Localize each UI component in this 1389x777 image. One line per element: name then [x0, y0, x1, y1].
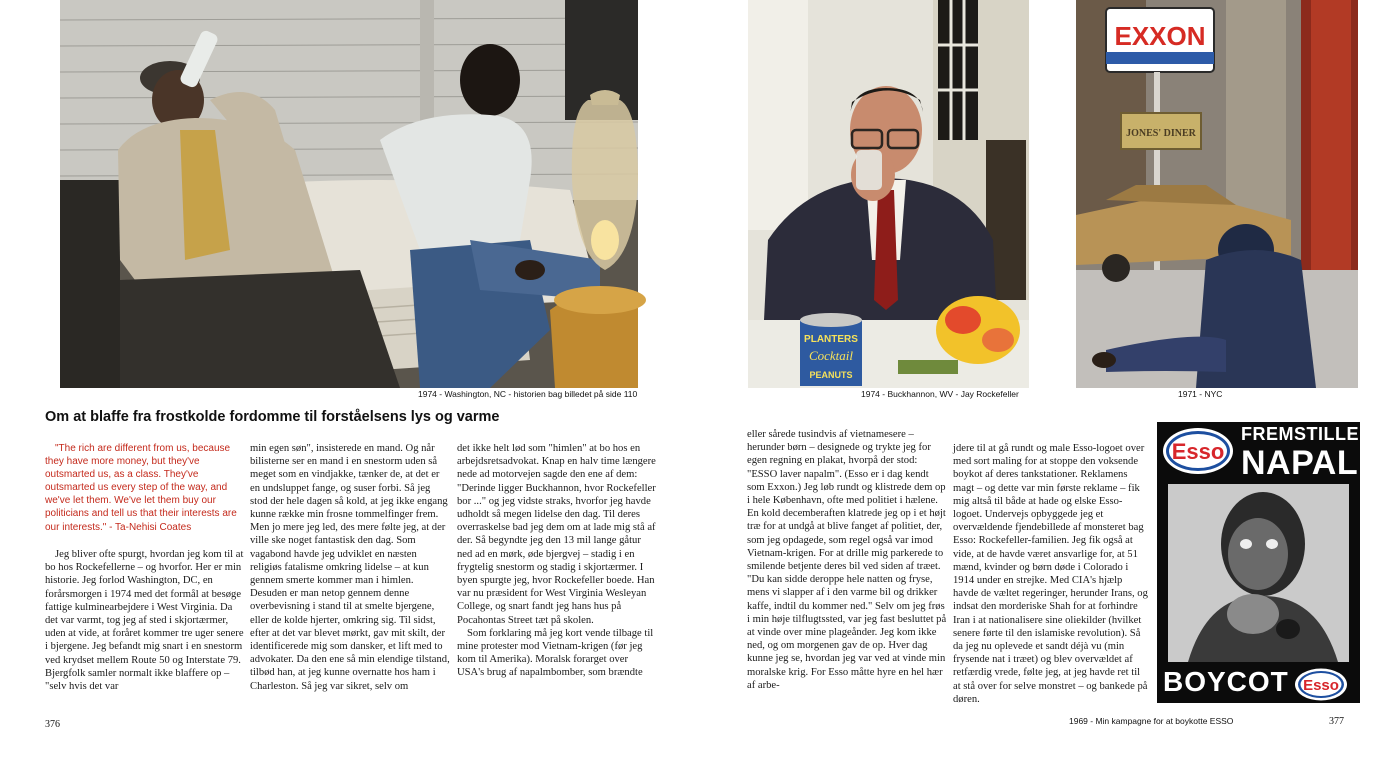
- paragraph: min egen søn", insisterede en mand. Og når bilisterne ser en mand i en snestorm uden så meget som en vindjakke, tænker de, at det er en undsluppet fange, og suser forbi. Så jeg stod der hele dagen så kold, at jeg ikke engang kunne række min frosne tommelfinger frem. Men jo mere jeg led, des mere følte jeg, at der ville ske noget fantastisk den dag. Som vagabond havde jeg udviklet en næsten religiøs fatalisme omkring lidelse – at kun gennem smerte kommer man i himlen. Desuden er man netop gennem denne overbevisning i stand til at smelte bjergene, eller de kolde hjerter, omkring sig. Til sidst, efter at det var blevet mørkt, gav mit skilt, der identificerede mig som dansker, et lift med to advokater. Da den ene så min elendige tilstand, tilbød han, at jeg kunne overnatte hos ham i Charleston. Så jeg var sikret, selv om: [250, 443, 450, 692]
- photo-caption-washington: 1974 - Washington, NC - historien bag billedet på side 110: [418, 389, 638, 399]
- page-number-left: 376: [45, 719, 60, 730]
- poster-line-1: FREMSTILLER: [1241, 424, 1373, 444]
- article-headline: Om at blaffe fra frostkolde fordomme til forståelsens lys og varme: [45, 409, 500, 425]
- photo-rockefeller: [748, 0, 1029, 388]
- esso-logo-bottom: [1294, 668, 1348, 701]
- poster-line-2: NAPALM: [1241, 444, 1387, 482]
- esso-logo-text: Esso: [1171, 439, 1225, 464]
- paragraph: jdere til at gå rundt og male Esso-logoet over med sort maling for at stoppe den voksende boykot af deres tankstationer. Reklamens magt – og dette var min første reklame – fik mig altså til både at hade og elske Esso-logoet. Undervejs opbyggede jeg et overvældende fjendebillede af monsteret bag Esso: Rockefeller-familien. Jeg fik også at vide, at de havde været ansvarlige for, at 51 mænd, kvinder og børn døde i Colorado i 1914 under en strejke. Med CIA's hjælp havde de væltet regeringer, herunder Irans, og indsat den morderiske Shah for at forhindre Iran i at nationalisere sine oliekilder (hvilket senere førte til den islamiske revolution). Så da jeg nu oplevede et sandt déjà vu (min frysende nat i træet) og blev overvældet af retfærdig vrede, følte jeg, at jeg havde ret til at stå over for selve monstret – og bankede på døren.: [953, 443, 1148, 705]
- paragraph: Som forklaring må jeg kort vende tilbage til mine protester mod Vietnam-krigen (før jeg kom til Amerika). Moralsk forarget over USA's brug af napalmbomber, som brændte: [457, 627, 654, 679]
- paragraph: det ikke helt lød som "himlen" at bo hos en arbejdsretsadvokat. Knap en halv time længere nede ad motorvejen sagde den ene af dem: "Derinde ligger Buckhannon, hvor Rockefeller bor ..." og jeg vidste straks, hvorfor jeg havde udholdt så megen lidelse den dag. Til deres overraskelse bad jeg dem om at lade mig stå af der. Så begyndte jeg den 13 mil lange gåtur ned ad en mørk, øde bjergvej – stadig i en frygtelig snestorm og stadig i skjortærmer. I byen spurgte jeg, hvor Rockefeller boede. Han var nu præsident for West Virginia Wesleyan College, og snart fandt jeg hans hus på Pocahontas Street tæt på skolen.: [457, 443, 656, 626]
- esso-logo-text-bottom: Esso: [1303, 677, 1339, 694]
- page-number-right: 377: [1329, 716, 1344, 727]
- paragraph: Jeg bliver ofte spurgt, hvordan jeg kom til at bo hos Rockefellerne – og hvorfor. Her er min historie. Jeg forlod Washington, DC, en forårsmorgen i 1974 med det formål at besøge fattige kulminearbejdere i West Virginia. Da det var varmt, tog jeg af sted i skjortærmer, uden at vide, at foråret kommer tre uger senere i bjergene. Jeg befandt mig snart i en snestorm ved krydset mellem Route 50 og Interstate 79. Bjergfolk samler normalt ikke blaffere op – "selv hvis det var: [45, 549, 244, 693]
- text-column-4: [747, 428, 947, 702]
- pull-quote: "The rich are different from us, because they have more money, but they've outsmarted us, as a class. They've outsmarted us every step of the way, and we've let them. We've let them buy our politicians and tell us that their interests are our interests." - Ta-Nehisi Coates: [45, 443, 237, 533]
- photo-caption-rockefeller: 1974 - Buckhannon, WV - Jay Rockefeller: [861, 389, 1019, 399]
- text-column-5: [953, 442, 1149, 705]
- esso-logo-top: [1161, 426, 1235, 476]
- paragraph: eller sårede tusindvis af vietnamesere – herunder børn – designede og trykte jeg for egen regning en plakat, hvorpå der stod: "ESSO laver napalm". (Esso er i dag kendt som Exxon.) Jeg løb rundt og klistrede dem op i hele København, ofte med politiet i hælene. En kold decemberaften klatrede jeg op i et højt træ for at undgå at blive fanget af politiet, der, som jeg opdagede, som regel også var imod Vietnam-krigen. For at drille mig parkerede to smilende betjente deres bil ved siden af træet. "Du kan sidde deroppe hele natten og fryse, mens vi slapper af i den varme bil og drikker kaffe, indtil du kommer ned." Selv om jeg frøs i min høje tilflugtssted, var jeg fast besluttet på at vinde over mine plageånder. Jeg kom ikke ned, og om morgenen gav de op. Hver dag kunne jeg se, hvordan jeg var ved at vinde min moralske krig. For Esso måtte hyre en hel hær af arbe-: [747, 429, 947, 691]
- poster-line-3: BOYCOT: [1163, 666, 1289, 697]
- photo-washington-nc: [60, 0, 638, 388]
- photo-nyc: [1076, 0, 1358, 388]
- diner-sign-text: JONES' DINER: [1126, 128, 1196, 139]
- text-column-2: [250, 442, 450, 702]
- text-column-3: [457, 442, 657, 702]
- poster-caption: 1969 - Min kampagne for at boykotte ESSO: [1069, 716, 1234, 726]
- photo-caption-nyc: 1971 - NYC: [1178, 389, 1223, 399]
- can-text-2: Cocktail: [808, 348, 854, 363]
- can-text-1: PLANTERS: [804, 334, 858, 345]
- poster-photo: [1168, 484, 1349, 662]
- text-column-1: [45, 548, 245, 702]
- exxon-sign-text: EXXON: [1114, 21, 1206, 51]
- can-text-3: PEANUTS: [809, 370, 853, 380]
- boycott-esso-poster: [1157, 422, 1387, 703]
